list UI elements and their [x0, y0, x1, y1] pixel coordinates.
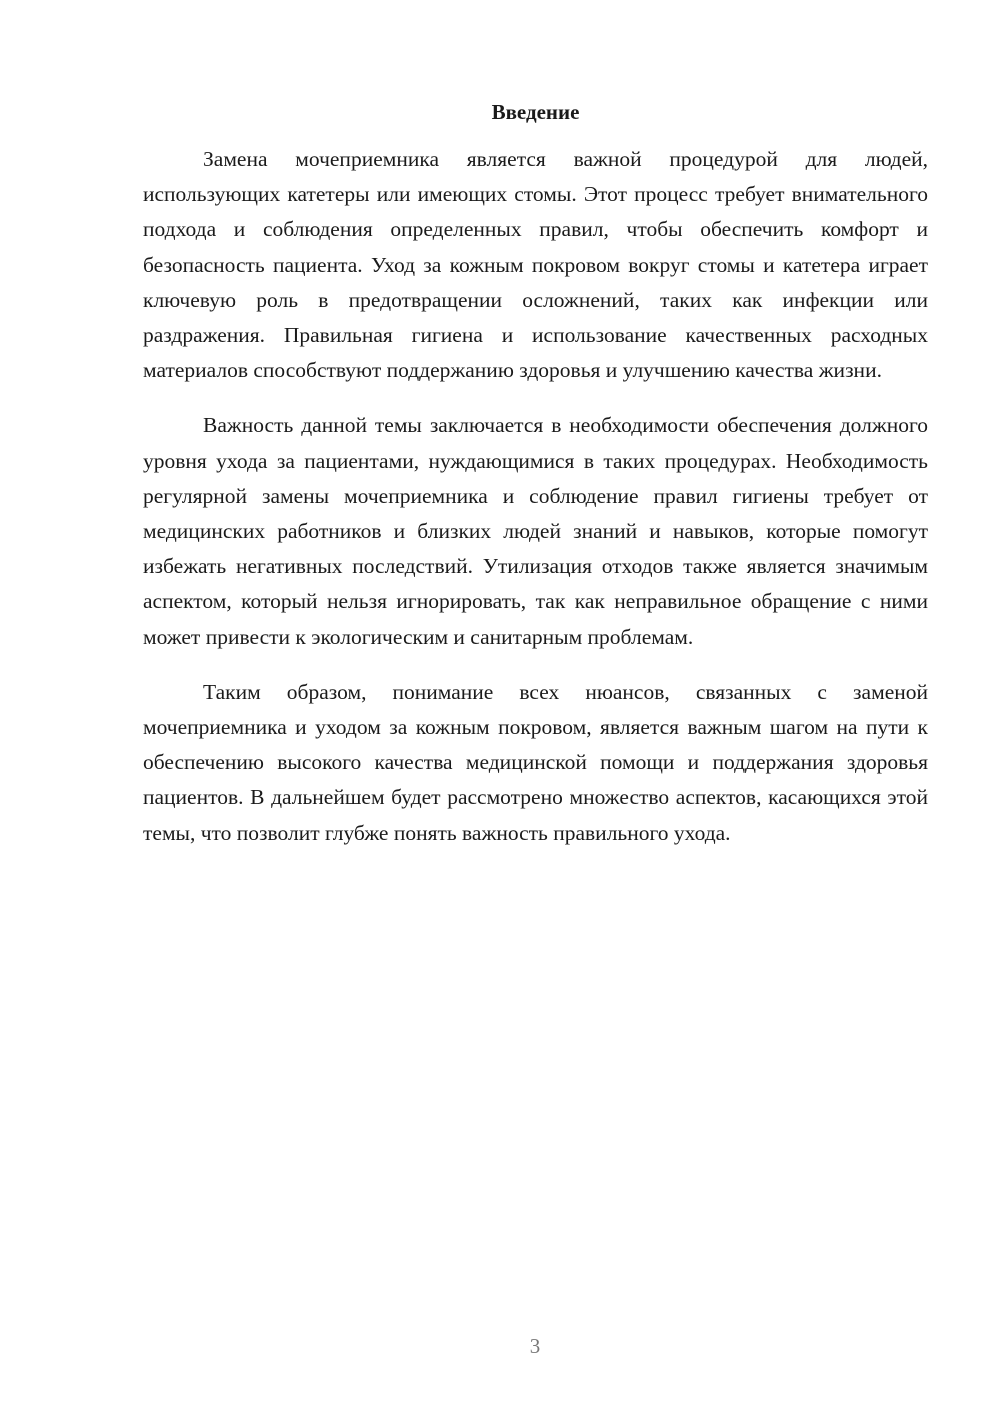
body-text	[143, 142, 928, 871]
page-number: 3	[529, 1334, 541, 1358]
paragraph-2: Важность данной темы заключается в необходимости обеспечения должного уровня ухода за пациентами, нуждающимися в таких процедурах. Необходимость регулярной замены мочеприемника и соблюдение правил гигиены требует от медицинских работников и близких людей знаний и навыков, которые помогут избежать негативных последствий. Утилизация отходов также является значимым аспектом, который нельзя игнорировать, так как неправильное обращение с ними может привести к экологическим и санитарным проблемам.	[143, 413, 928, 649]
paragraph-1: Замена мочеприемника является важной процедурой для людей, использующих катетеры или имеющих стомы. Этот процесс требует внимательного подхода и соблюдения определенных правил, чтобы обеспечить комфорт и безопасность пациента. Уход за кожным покровом вокруг стомы и катетера играет ключевую роль в предотвращении осложнений, таких как инфекции или раздражения. Правильная гигиена и использование качественных расходных материалов способствуют поддержанию здоровья и улучшению качества жизни.	[143, 147, 928, 383]
paragraph-3: Таким образом, понимание всех нюансов, связанных с заменой мочеприемника и уходом за кожным покровом, является важным шагом на пути к обеспечению высокого качества медицинской помощи и поддержания здоровья пациентов. В дальнейшем будет рассмотрено множество аспектов, касающихся этой темы, что позволит глубже понять важность правильного ухода.	[143, 679, 928, 845]
section-title: Введение	[491, 100, 580, 124]
